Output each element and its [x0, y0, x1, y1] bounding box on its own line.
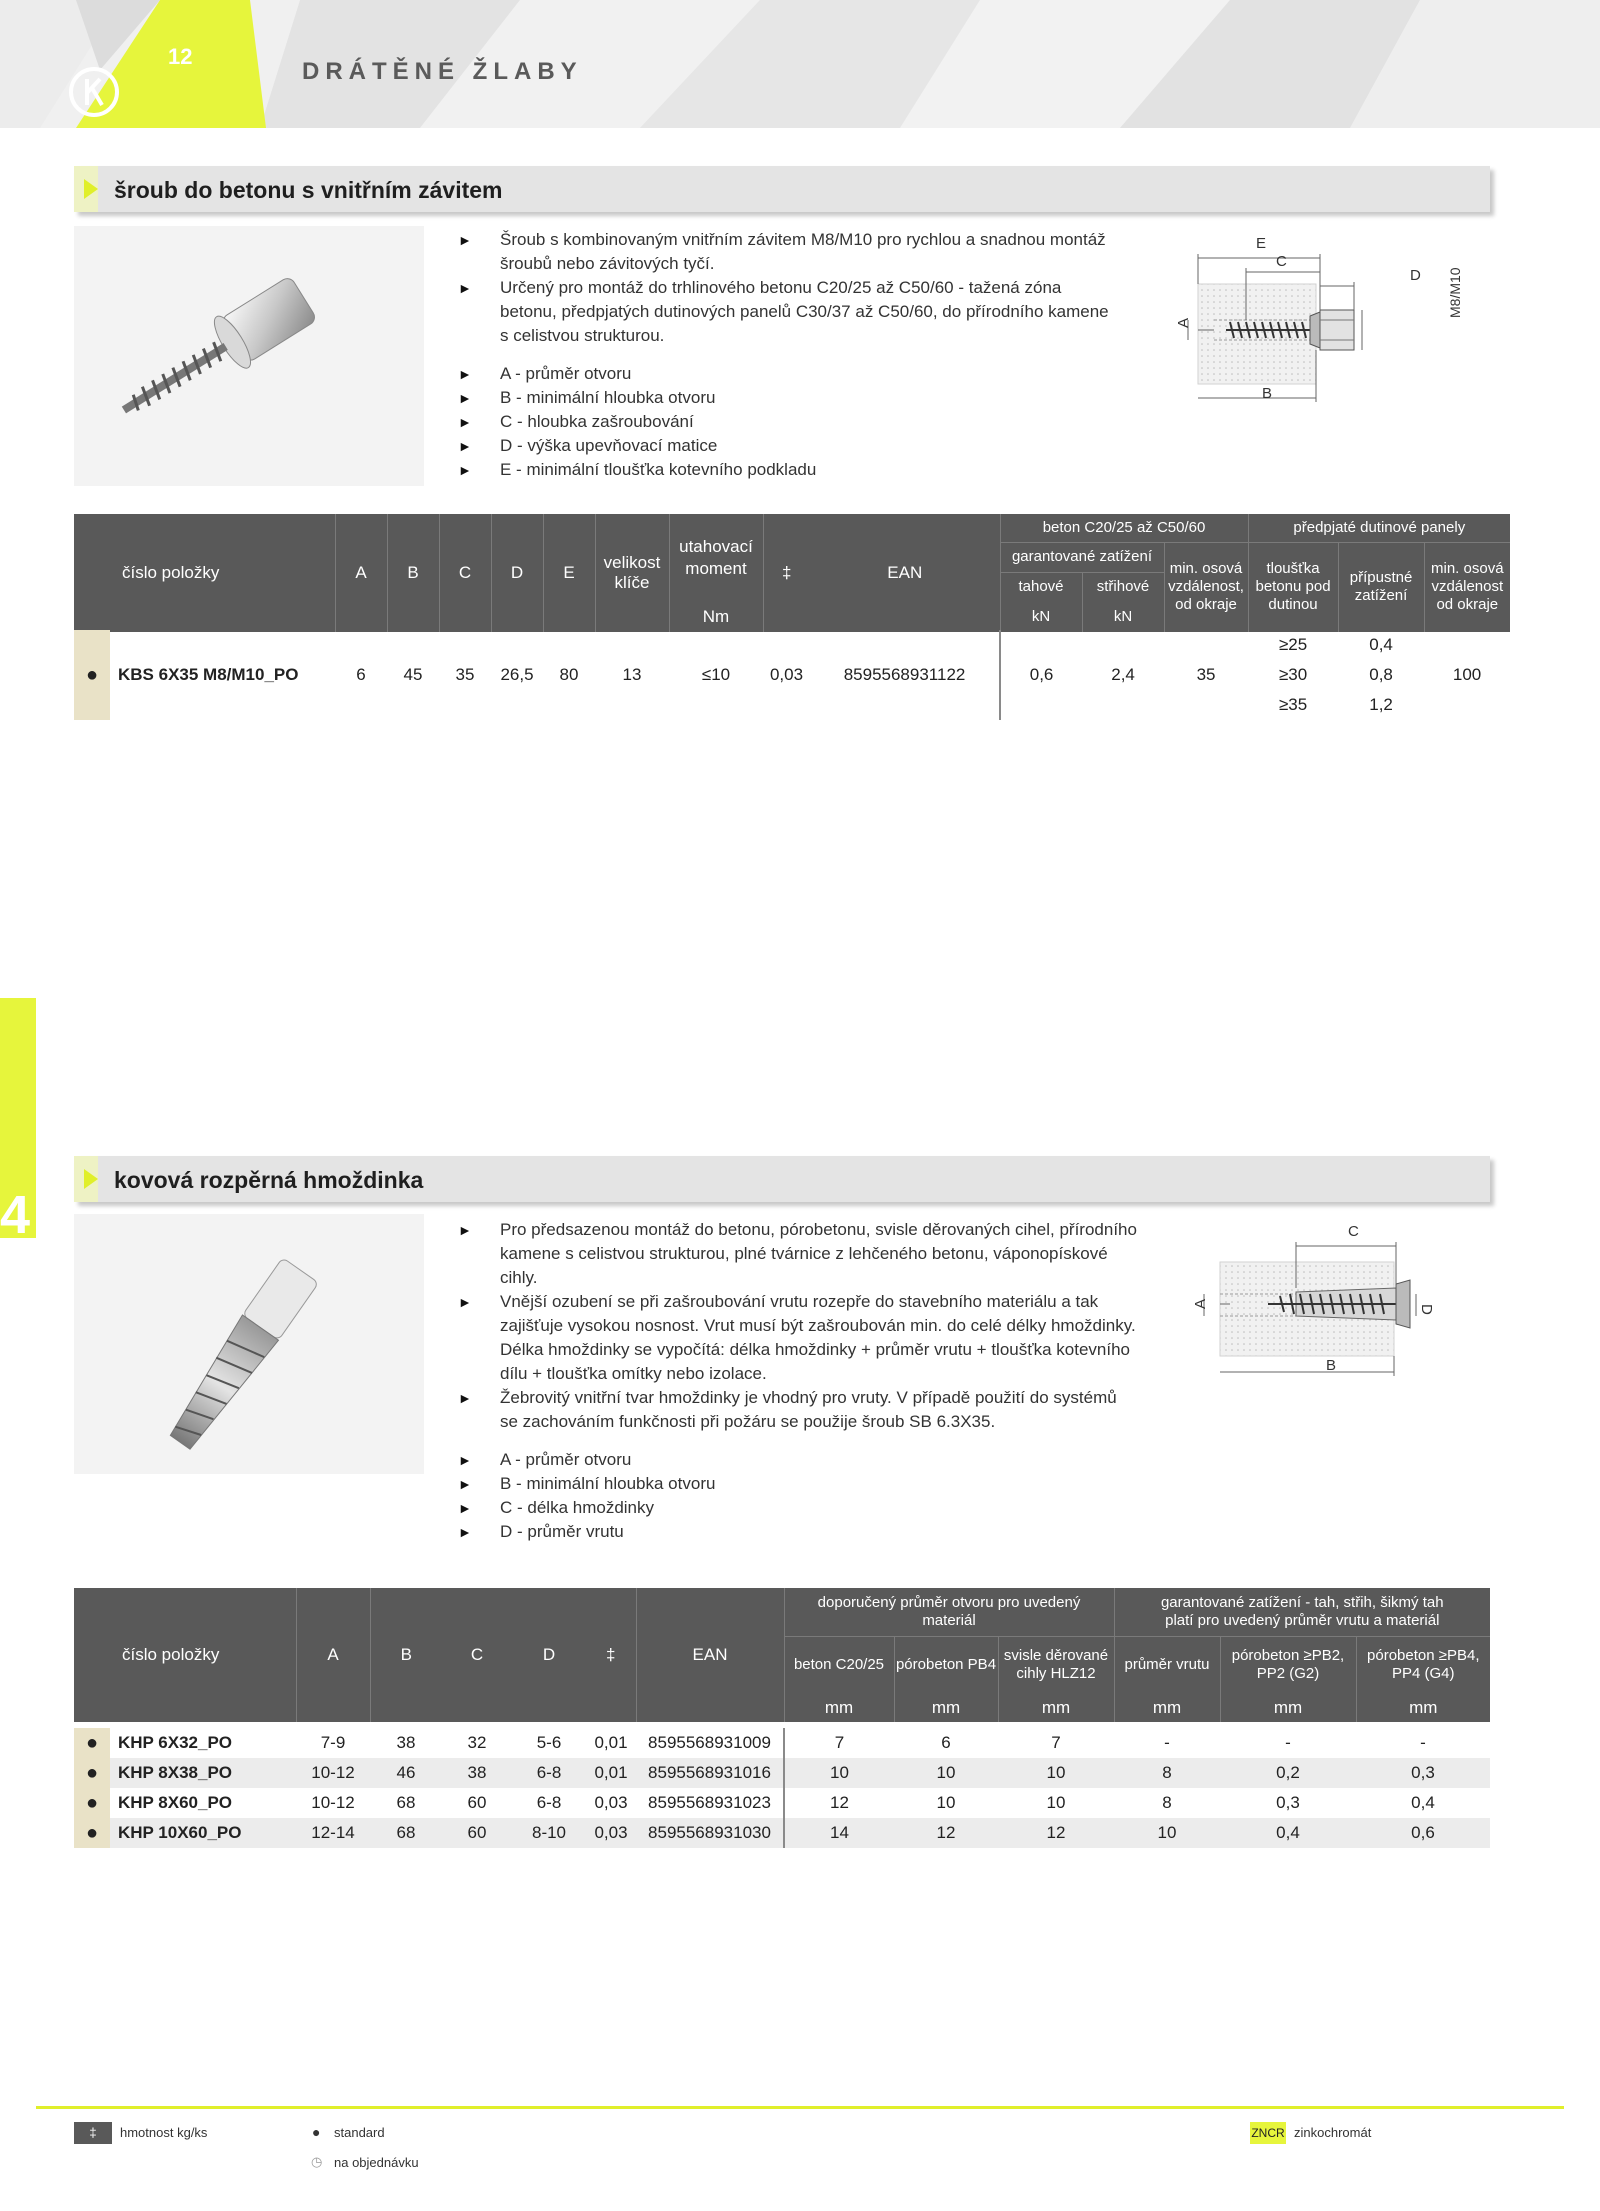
col-header-D: D [512, 1588, 586, 1722]
col-unit-shear: kN [1082, 602, 1164, 632]
col-header-A: A [335, 514, 387, 632]
standard-legend-label: standard [334, 2125, 385, 2140]
table-row [74, 1818, 1490, 1848]
chapter-side-number: 4 [0, 1185, 31, 1245]
list-item: ► A - průměr otvoru [458, 362, 1118, 386]
cell-C: 60 [467, 1793, 487, 1812]
list-item: ► Pro předsazenou montáž do betonu, pórobetonu, svisle děrovaných cihel, přírodního kamene s celistvou strukturou, plné tvárnice z lehčeného betonu, váponopískové cihly. [458, 1220, 1137, 1287]
cell-screw: 8 [1114, 1758, 1220, 1788]
cell-pb4-g4: - [1420, 1733, 1426, 1752]
col-header-code: číslo položky [74, 1588, 296, 1722]
col-header-weight-icon: ‡ [763, 514, 810, 632]
bullet-arrow-icon: ► [458, 280, 472, 296]
cell-spacing: 35 [1196, 665, 1216, 684]
cell-pb2: - [1285, 1733, 1291, 1752]
diagram-label-A: A [1192, 1298, 1209, 1309]
table-row [74, 660, 1510, 690]
table-row [74, 1728, 1490, 1758]
cell-ean: 8595568931023 [648, 1793, 771, 1812]
col-header-B: B [370, 1588, 442, 1722]
list-item: ► Určený pro montáž do trhlinového betonu C20/25 až C50/60 - tažená zóna betonu, předpjatých dutinových panelů C30/37 až C50/60, do přírodního kamene s celistvou strukturou. [458, 278, 1109, 345]
product-photo-concrete-screw [74, 226, 424, 486]
bullet-arrow-icon: ► [458, 1452, 472, 1468]
col-header-min-spacing-2: min. osová vzdálenost od okraje [1424, 542, 1510, 632]
list-item: ► B - minimální hloubka otvoru [458, 1472, 1138, 1496]
cell-thickness: ≥25 [1278, 635, 1308, 654]
cell-beton: 14 [784, 1818, 894, 1848]
col-header-pb4-g4: pórobeton ≥PB4, PP4 (G4) [1356, 1636, 1490, 1694]
product-table-concrete-screw-body [74, 630, 1510, 720]
product-table-expansion-anchor-body [74, 1728, 1490, 1848]
cell-thickness: ≥35 [1278, 695, 1308, 714]
col-unit: mm [998, 1694, 1114, 1722]
cell-D: 8-10 [512, 1818, 586, 1848]
bullet-arrow-icon: ► [458, 438, 472, 454]
cell-A: 7-9 [320, 1733, 346, 1752]
cell-ean: 8595568931122 [843, 665, 966, 684]
footer-divider [36, 2106, 1564, 2109]
col-header-torque: utahovací moment [669, 514, 763, 602]
section1-feature-list [458, 228, 1118, 482]
diagram-label-thread: M8/M10 [1447, 267, 1463, 318]
list-item: ► D - výška upevňovací matice [458, 434, 1118, 458]
list-item: ► Šroub s kombinovaným vnitřním závitem M8/M10 pro rychlou a snadnou montáž šroubů nebo závitových tyčí. [458, 230, 1106, 273]
standard-dot-icon: ● [74, 1818, 110, 1848]
list-item: ► C - délka hmoždinky [458, 1496, 1138, 1520]
col-header-min-spacing: min. osová vzdálenost, od okraje [1164, 542, 1248, 632]
cell-screw: 10 [1114, 1818, 1220, 1848]
order-legend-label: na objednávku [334, 2155, 419, 2170]
group-header-guaranteed-load: garantované zatížení - tah, střih, šikmý tah platí pro uvedený průměr vrutu a materiál [1114, 1588, 1490, 1636]
section-title: kovová rozpěrná hmoždinka [114, 1167, 424, 1193]
brand-logo-icon [68, 66, 120, 118]
cell-A: 12-14 [296, 1818, 370, 1848]
section-arrow-icon [84, 179, 98, 199]
cell-C: 32 [467, 1733, 487, 1752]
col-unit-tension: kN [1000, 602, 1082, 632]
dimension-diagram-expansion-anchor [1192, 1223, 1435, 1376]
cell-B: 68 [370, 1818, 442, 1848]
cell-hlz12: 12 [998, 1818, 1114, 1848]
cell-code: KHP 6X32_PO [118, 1733, 233, 1752]
list-item: ► Vnější ozubení se při zašroubování vrutu rozepře do stavebního materiálu a tak zajišťuje vysokou nosnost. Vrut musí být zašroubován min. do celé délky hmoždinky. Délka hmoždinky se vypočítá: délka hmoždinky + průměr vrutu + tloušťka kotevního dílu + tloušťka omítky nebo izolace. [458, 1292, 1136, 1383]
cell-pb2: 0,4 [1220, 1818, 1356, 1848]
weight-legend-icon: ‡ [74, 2122, 112, 2144]
cell-beton: 12 [784, 1788, 894, 1818]
cell-ean: 8595568931009 [648, 1733, 771, 1752]
cell-D: 6-8 [512, 1758, 586, 1788]
table-row [74, 1788, 1490, 1818]
standard-dot-icon: ● [74, 1728, 110, 1758]
col-header-tension: tahové [1000, 572, 1082, 602]
zncr-legend-badge: ZNCR [1250, 2122, 1286, 2144]
cell-beton: 7 [784, 1728, 894, 1758]
col-header-A: A [296, 1588, 370, 1722]
cell-pb4-g4: 0,4 [1411, 1793, 1435, 1812]
bullet-arrow-icon: ► [458, 1524, 472, 1540]
list-item: ► Žebrovitý vnitřní tvar hmoždinky je vhodný pro vruty. V případě použití do systémů se zachováním funkčnosti při požáru se použije šroub SB 6.3X35. [458, 1388, 1117, 1431]
standard-dot-icon: ● [74, 1788, 110, 1818]
cell-pb4-g4: 0,3 [1356, 1758, 1490, 1788]
cell-E: 80 [559, 665, 579, 684]
col-header-shear: střihové [1082, 572, 1164, 602]
cell-screw: 8 [1162, 1793, 1172, 1812]
header-background [0, 0, 1600, 128]
bullet-arrow-icon: ► [458, 462, 472, 478]
cell-thickness: ≥30 [1278, 665, 1308, 684]
product-photo-expansion-anchor [74, 1214, 424, 1474]
list-item: ► C - hloubka zašroubování [458, 410, 1118, 434]
cell-pb4: 6 [941, 1733, 951, 1752]
cell-C: 60 [442, 1818, 512, 1848]
cell-pb2: 0,3 [1276, 1793, 1300, 1812]
cell-pb4: 10 [894, 1758, 998, 1788]
page-number: 12 [168, 44, 193, 69]
cell-allowed: 1,2 [1369, 695, 1393, 714]
cell-shear: 2,4 [1111, 665, 1135, 684]
diagram-label-A: A [1175, 317, 1192, 328]
cell-D: 26,5 [500, 665, 534, 684]
col-header-code: číslo položky [74, 514, 335, 632]
group-header-beton: beton C20/25 až C50/60 [1000, 514, 1248, 542]
bullet-arrow-icon: ► [458, 1476, 472, 1492]
section-header-concrete-screw [74, 166, 1490, 212]
standard-dot-icon: ● [74, 660, 110, 690]
bullet-arrow-icon: ► [458, 1500, 472, 1516]
list-item: ► B - minimální hloubka otvoru [458, 386, 1118, 410]
col-unit: mm [784, 1694, 894, 1722]
col-header-D: D [491, 514, 543, 632]
col-header-ean: EAN [636, 1588, 784, 1722]
diagram-label-B: B [1262, 385, 1273, 402]
diagram-label-C: C [1348, 1223, 1359, 1240]
cell-C: 38 [442, 1758, 512, 1788]
section-header-expansion-anchor [74, 1156, 1490, 1202]
product-table-expansion-anchor [74, 1588, 1490, 1722]
cell-weight: 0,01 [586, 1758, 636, 1788]
list-item: ► A - průměr otvoru [458, 1448, 1138, 1472]
col-header-beton: beton C20/25 [784, 1636, 894, 1694]
cell-pb4-g4: 0,6 [1356, 1818, 1490, 1848]
cell-B: 68 [396, 1793, 416, 1812]
cell-allowed: 0,4 [1369, 635, 1393, 654]
cell-D: 5-6 [536, 1733, 562, 1752]
cell-B: 46 [370, 1758, 442, 1788]
cell-code: KBS 6X35 M8/M10_PO [118, 665, 299, 684]
cell-hlz12: 7 [1051, 1733, 1061, 1752]
cell-A: 10-12 [311, 1793, 355, 1812]
chapter-title: DRÁTĚNÉ ŽLABY [302, 58, 583, 85]
cell-tension: 0,6 [1000, 660, 1082, 690]
col-header-B: B [387, 514, 439, 632]
cell-pb2: 0,2 [1220, 1758, 1356, 1788]
section-arrow-icon [84, 1169, 98, 1189]
diagram-label-C: C [1276, 253, 1287, 270]
col-header-allowed-load: přípustné zatížení [1338, 542, 1424, 632]
cell-pb4: 10 [936, 1793, 956, 1812]
cell-ean: 8595568931030 [636, 1818, 784, 1848]
diagram-label-D: D [1418, 1304, 1435, 1315]
col-header-ean: EAN [810, 514, 1000, 632]
cell-hlz12: 10 [998, 1758, 1114, 1788]
cell-allowed: 0,8 [1369, 665, 1393, 684]
zncr-legend-label: zinkochromát [1294, 2125, 1372, 2140]
col-header-thickness: tloušťka betonu pod dutinou [1248, 542, 1338, 632]
col-header-pb4: pórobeton PB4 [894, 1636, 998, 1694]
dimension-diagram-concrete-screw [1170, 228, 1490, 408]
col-header-pb2: pórobeton ≥PB2, PP2 (G2) [1220, 1636, 1356, 1694]
col-unit-torque: Nm [669, 602, 763, 632]
col-header-C: C [439, 514, 491, 632]
cell-code: KHP 8X60_PO [118, 1793, 233, 1812]
clock-icon: ◷ [311, 2154, 323, 2169]
cell-beton: 10 [784, 1758, 894, 1788]
section2-feature-list [458, 1218, 1138, 1544]
diagram-label-D: D [1410, 267, 1421, 284]
cell-weight: 0,03 [586, 1818, 636, 1848]
cell-key: 13 [622, 665, 642, 684]
bullet-arrow-icon: ► [458, 1294, 472, 1310]
col-unit: mm [1220, 1694, 1356, 1722]
group-header-panels: předpjaté dutinové panely [1248, 514, 1510, 542]
col-unit: mm [1356, 1694, 1490, 1722]
group-header-hole-diameter: doporučený průměr otvoru pro uvedený materiál [784, 1588, 1114, 1636]
cell-D: 6-8 [536, 1793, 562, 1812]
bullet-arrow-icon: ► [458, 414, 472, 430]
table-row [74, 630, 1510, 660]
col-header-key-size: velikost klíče [595, 514, 669, 632]
standard-legend-icon: ● [312, 2124, 321, 2140]
col-unit: mm [894, 1694, 998, 1722]
bullet-arrow-icon: ► [458, 390, 472, 406]
cell-B: 38 [396, 1733, 416, 1752]
cell-screw: - [1164, 1733, 1170, 1752]
col-header-screw-diameter: průměr vrutu [1114, 1636, 1220, 1694]
cell-weight: 0,03 [769, 665, 804, 684]
list-item: ► E - minimální tloušťka kotevního podkladu [458, 458, 1118, 482]
diagram-label-B: B [1326, 1357, 1337, 1374]
col-header-C: C [442, 1588, 512, 1722]
cell-pb4: 12 [894, 1818, 998, 1848]
group-header-guaranteed-load: garantované zatížení [1000, 542, 1164, 572]
bullet-arrow-icon: ► [458, 1390, 472, 1406]
col-header-weight-icon: ‡ [586, 1588, 636, 1722]
cell-torque: ≤10 [701, 665, 731, 684]
cell-hlz12: 10 [1046, 1793, 1066, 1812]
diagram-label-E: E [1256, 235, 1267, 252]
cell-C: 35 [455, 665, 475, 684]
col-header-hlz12: svisle děrované cihly HLZ12 [998, 1636, 1114, 1694]
product-table-concrete-screw [74, 514, 1510, 632]
cell-weight: 0,01 [594, 1733, 628, 1752]
weight-legend-label: hmotnost kg/ks [120, 2125, 208, 2140]
section-title: šroub do betonu s vnitřním závitem [114, 177, 503, 203]
col-unit: mm [1114, 1694, 1220, 1722]
cell-B: 45 [403, 665, 423, 684]
bullet-arrow-icon: ► [458, 232, 472, 248]
table-row [74, 1758, 1490, 1788]
standard-dot-icon: ● [74, 1758, 110, 1788]
cell-A: 10-12 [296, 1758, 370, 1788]
cell-A: 6 [356, 665, 366, 684]
bullet-arrow-icon: ► [458, 366, 472, 382]
cell-weight: 0,03 [594, 1793, 628, 1812]
list-item: ► D - průměr vrutu [458, 1520, 1138, 1544]
cell-code: KHP 8X38_PO [110, 1758, 296, 1788]
cell-spacing-2: 100 [1452, 665, 1482, 684]
table-row [74, 690, 1510, 720]
cell-code: KHP 10X60_PO [110, 1818, 296, 1848]
col-header-E: E [543, 514, 595, 632]
cell-ean: 8595568931016 [636, 1758, 784, 1788]
bullet-arrow-icon: ► [458, 1222, 472, 1238]
